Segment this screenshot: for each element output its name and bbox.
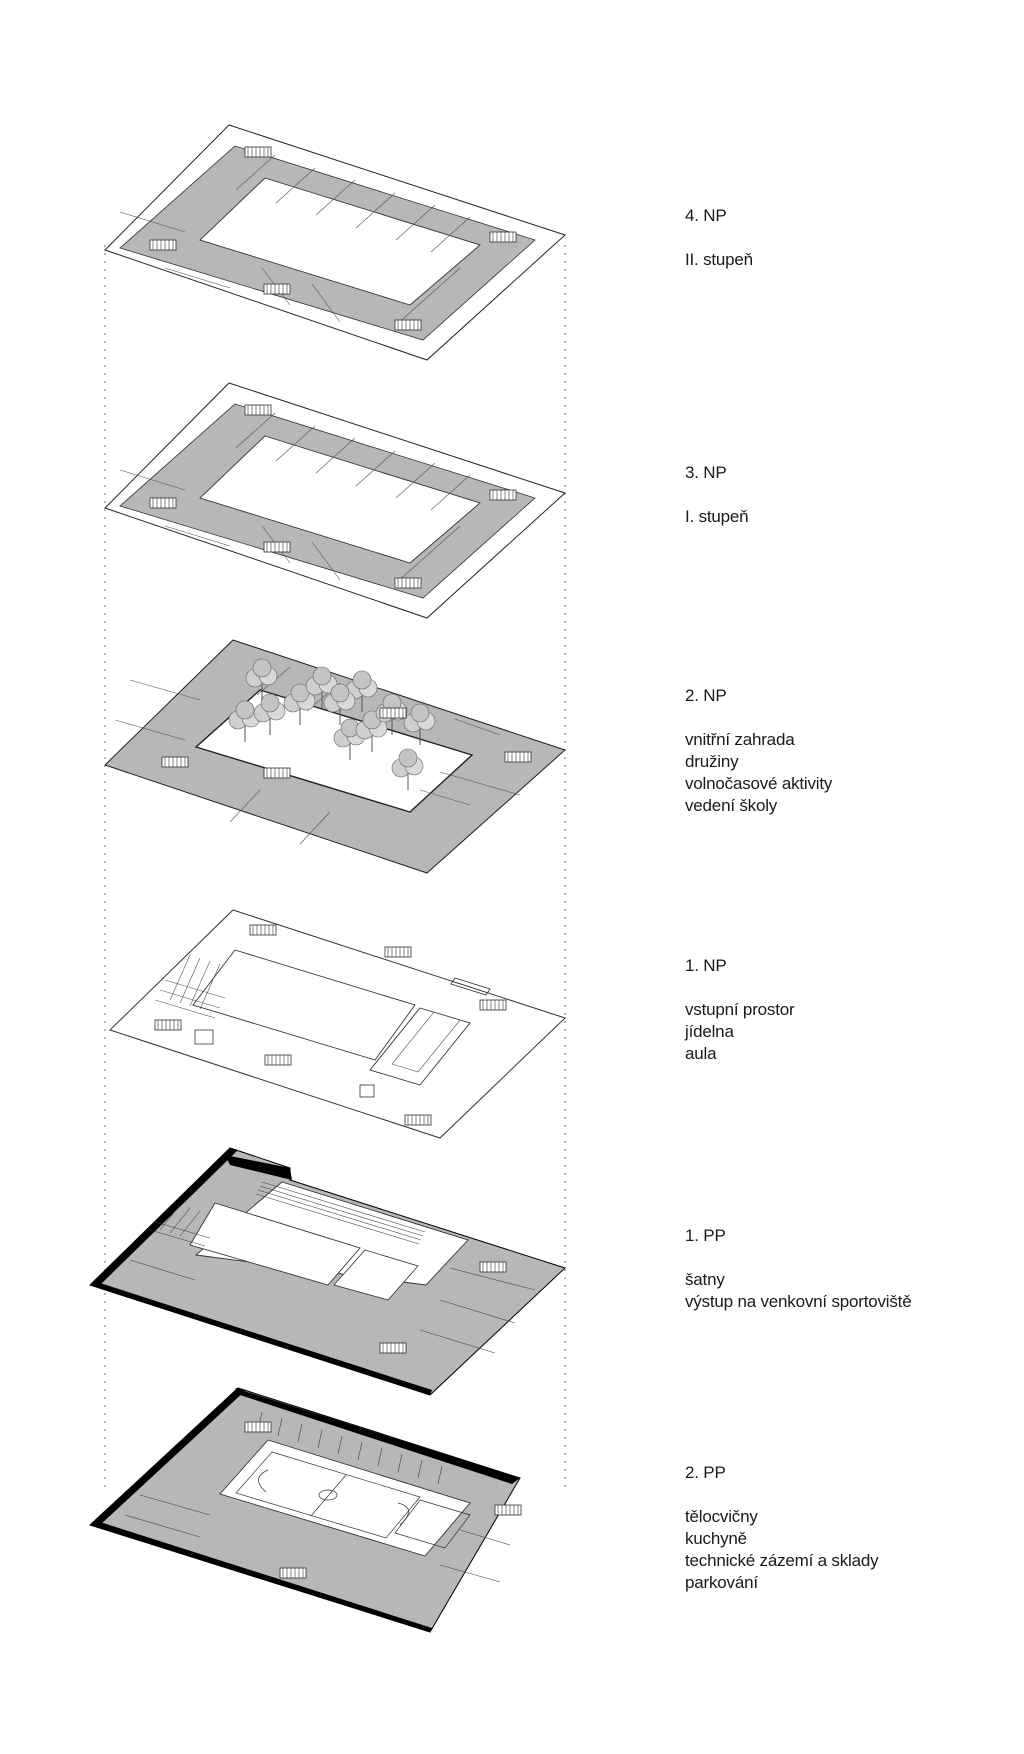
level-function: volnočasové aktivity — [685, 774, 833, 793]
level-title: 2. NP — [685, 686, 727, 705]
label-4np — [685, 205, 753, 271]
floor-plan-2np — [105, 640, 565, 873]
level-function: kuchyně — [685, 1529, 747, 1548]
level-function: II. stupeň — [685, 250, 753, 269]
level-title: 3. NP — [685, 463, 727, 482]
level-function: vnitřní zahrada — [685, 730, 795, 749]
floor-plan-4np — [105, 125, 565, 360]
floor-plan-1pp — [90, 1148, 565, 1395]
level-function: výstup na venkovní sportoviště — [685, 1292, 912, 1311]
label-3np — [685, 462, 748, 528]
level-function: aula — [685, 1044, 717, 1063]
label-2np — [685, 685, 832, 817]
level-function: šatny — [685, 1270, 725, 1289]
label-2pp — [685, 1462, 878, 1594]
label-1np — [685, 955, 794, 1065]
floor-plan-1np — [110, 910, 565, 1138]
level-function: družiny — [685, 752, 739, 771]
level-title: 1. NP — [685, 956, 727, 975]
level-function: technické zázemí a sklady — [685, 1551, 879, 1570]
level-function: vedení školy — [685, 796, 778, 815]
level-function: I. stupeň — [685, 507, 749, 526]
level-function: vstupní prostor — [685, 1000, 795, 1019]
label-1pp — [685, 1225, 911, 1313]
floor-plan-3np — [105, 383, 565, 618]
level-function: parkování — [685, 1573, 758, 1592]
level-function: tělocvičny — [685, 1507, 758, 1526]
level-title: 1. PP — [685, 1226, 726, 1245]
level-function: jídelna — [685, 1022, 734, 1041]
level-title: 4. NP — [685, 206, 727, 225]
floor-plan-2pp — [90, 1388, 521, 1632]
level-title: 2. PP — [685, 1463, 726, 1482]
